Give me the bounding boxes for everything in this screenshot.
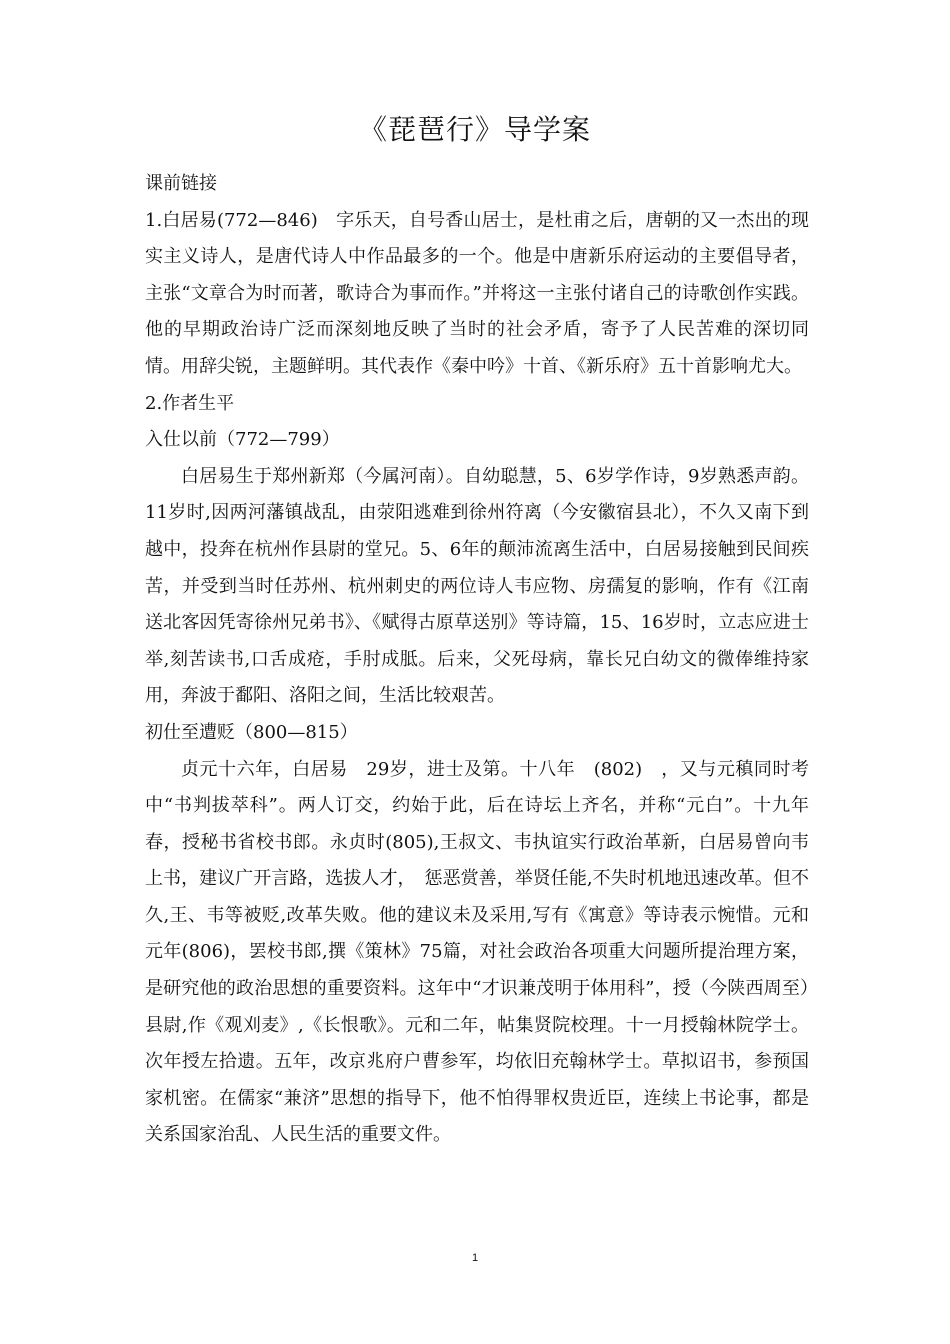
section-heading-item2: 2.作者生平	[145, 392, 235, 414]
page-number: 1	[471, 1252, 479, 1264]
paragraph-period1: 白居易生于郑州新郑（今属河南）。自幼聪慧，5、6岁学作诗，9岁熟悉声韵。11岁时,因两河藩镇战乱，由荥阳逃难到徐州符离（今安徽宿县北），不久又南下到越中，投奔在杭州作县尉的堂兄。5、6年的颠沛流离生活中，白居易接触到民间疾苦，并受到当时任苏州、杭州刺史的两位诗人韦应物、房孺复的影响，作有《江南送北客因凭寄徐州兄弟书》、《赋得古原草送别》等诗篇，15、16岁时，立志应进士举,刻苦读书,口舌成疮，手肘成胝。后来，父死母病，靠长兄白幼文的微俸维持家用，奔波于鄱阳、洛阳之间，生活比较艰苦。	[145, 465, 809, 707]
period-heading-1: 入仕以前（772—799）	[145, 429, 340, 451]
period-heading-2: 初仕至遭贬（800—815）	[145, 721, 358, 743]
section-heading-pre-class: 课前链接	[145, 173, 217, 194]
paragraph-item1: 1.白居易(772—846) 字乐天，自号香山居士，是杜甫之后，唐朝的又一杰出的现实主义诗人，是唐代诗人中作品最多的一个。他是中唐新乐府运动的主要倡导者，主张“文章合为时而著，歌诗合为事而作。”并将这一主张付诸自己的诗歌创作实践。他的早期政治诗广泛而深刻地反映了当时的社会矛盾，寄予了人民苦难的深切同情。用辞尖锐，主题鲜明。其代表作《秦中吟》十首、《新乐府》五十首影响尤大。	[145, 209, 809, 377]
paragraph-period2: 贞元十六年，白居易 29岁，进士及第。十八年 (802) ，又与元稹同时考中“书判拔萃科”。两人订交，约始于此，后在诗坛上齐名，并称“元白”。十九年春，授秘书省校书郎。永贞时(805),王叔文、韦执谊实行政治革新，白居易曾向韦上书，建议广开言路，选拔人才， 惩恶赏善，举贤任能,不失时机地迅速改革。但不久,王、韦等被贬,改革失败。他的建议未及采用,写有《寓意》等诗表示惋惜。元和元年(806)，罢校书郎,撰《策林》75篇，对社会政治各项重大问题所提治理方案，是研究他的政治思想的重要资料。这年中“才识兼茂明于体用科”，授（今陕西周至）县尉,作《观刈麦》,《长恨歌》。元和二年，帖集贤院校理。十一月授翰林院学士。次年授左拾遗。五年，改京兆府户曹参军，均依旧充翰林学士。草拟诏书，参预国家机密。在儒家“兼济”思想的指导下，他不怕得罪权贵近臣，连续上书论事，都是关系国家治乱、人民生活的重要文件。	[145, 758, 809, 1146]
document-body	[145, 166, 809, 1154]
document-title: 《琵琶行》导学案	[358, 113, 591, 146]
